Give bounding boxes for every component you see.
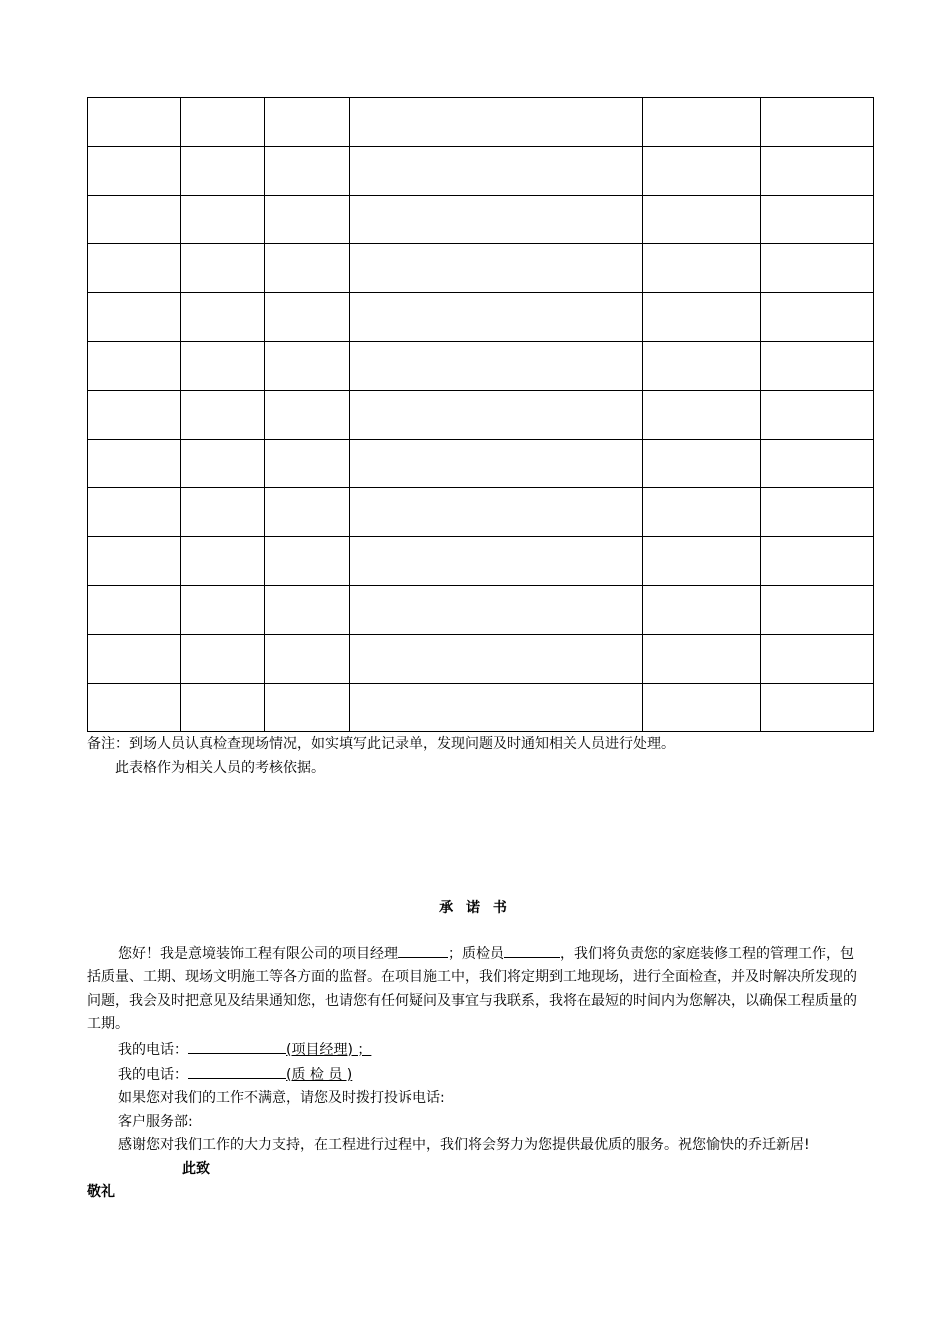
table-cell[interactable] — [761, 439, 874, 488]
table-cell[interactable] — [265, 146, 350, 195]
phone-role-inspector: (质 检 员 ) — [286, 1067, 353, 1084]
table-cell[interactable] — [181, 341, 265, 390]
manager-phone-blank[interactable] — [188, 1037, 286, 1054]
table-cell[interactable] — [761, 683, 874, 732]
table-cell[interactable] — [181, 195, 265, 244]
table-cell[interactable] — [643, 98, 761, 147]
table-cell[interactable] — [88, 293, 181, 342]
table-cell[interactable] — [88, 439, 181, 488]
phone-line-inspector — [87, 1062, 867, 1087]
remark-line: 备注：到场人员认真检查现场情况，如实填写此记录单，发现问题及时通知相关人员进行处理。 — [87, 736, 675, 752]
table-cell[interactable] — [265, 390, 350, 439]
table-cell[interactable] — [350, 293, 643, 342]
table-cell[interactable] — [265, 293, 350, 342]
table-cell[interactable] — [265, 195, 350, 244]
phone-line-manager — [87, 1037, 867, 1062]
table-cell[interactable] — [643, 390, 761, 439]
letter-paragraph-intro — [87, 941, 867, 1037]
table-cell[interactable] — [643, 293, 761, 342]
table-row — [88, 439, 874, 488]
table-cell[interactable] — [181, 585, 265, 634]
closing-regards: 敬礼 — [87, 1184, 115, 1201]
table-cell[interactable] — [88, 195, 181, 244]
table-row — [88, 390, 874, 439]
table-cell[interactable] — [761, 244, 874, 293]
table-cell[interactable] — [350, 488, 643, 537]
table-cell[interactable] — [88, 488, 181, 537]
service-line: 客户服务部: — [118, 1113, 193, 1130]
intro-text-b: ；质检员 — [448, 946, 504, 962]
table-row — [88, 488, 874, 537]
table-cell[interactable] — [181, 683, 265, 732]
table-row — [88, 146, 874, 195]
table-cell[interactable] — [761, 488, 874, 537]
phone-label-inspector: 我的电话： — [118, 1067, 188, 1084]
table-row — [88, 293, 874, 342]
table-cell[interactable] — [265, 439, 350, 488]
intro-text-c: ，我们将负责您的家庭装修工程的管理工作，包括质量、工期、现场文明施工等各方面的监督。在项目施工中，我们将定期到工地现场，进行全面检查，并及时解决所发现的问题，我会及时把意见及结果通知您，也请您有任何疑问及事宜与我联系，我将在最短的时间内为您解决，以确保工程质量的工期。 — [87, 946, 857, 1033]
table-cell[interactable] — [88, 634, 181, 683]
phone-role-manager: (项目经理) ； — [286, 1041, 372, 1058]
table-cell[interactable] — [181, 439, 265, 488]
table-cell[interactable] — [350, 341, 643, 390]
table-cell[interactable] — [181, 634, 265, 683]
table-cell[interactable] — [350, 146, 643, 195]
table-cell[interactable] — [350, 195, 643, 244]
intro-text-a: 您好！我是意境装饰工程有限公司的项目经理 — [118, 946, 398, 962]
table-cell[interactable] — [761, 390, 874, 439]
table-cell[interactable] — [88, 146, 181, 195]
table-cell[interactable] — [643, 439, 761, 488]
table-cell[interactable] — [761, 537, 874, 586]
table-cell[interactable] — [181, 146, 265, 195]
table-cell[interactable] — [265, 683, 350, 732]
table-cell[interactable] — [88, 390, 181, 439]
table-cell[interactable] — [350, 439, 643, 488]
table-cell[interactable] — [761, 195, 874, 244]
commitment-title: 承 诺 书 — [439, 900, 511, 916]
table-cell[interactable] — [181, 293, 265, 342]
table-cell[interactable] — [761, 341, 874, 390]
project-manager-blank[interactable] — [398, 941, 448, 958]
table-row — [88, 537, 874, 586]
table-cell[interactable] — [350, 244, 643, 293]
table-cell[interactable] — [643, 634, 761, 683]
table-cell[interactable] — [88, 683, 181, 732]
table-cell[interactable] — [761, 293, 874, 342]
table-cell[interactable] — [88, 98, 181, 147]
table-cell[interactable] — [350, 683, 643, 732]
table-cell[interactable] — [265, 537, 350, 586]
table-row — [88, 634, 874, 683]
table-cell[interactable] — [88, 537, 181, 586]
table-cell[interactable] — [643, 683, 761, 732]
table-cell[interactable] — [350, 634, 643, 683]
table-cell[interactable] — [643, 341, 761, 390]
thanks-paragraph: 感谢您对我们工作的大力支持，在工程进行过程中，我们将会努力为您提供最优质的服务。祝您愉快的乔迁新居! — [118, 1137, 810, 1154]
table-cell[interactable] — [643, 537, 761, 586]
table-cell[interactable] — [265, 244, 350, 293]
table-cell[interactable] — [265, 634, 350, 683]
table-cell[interactable] — [761, 634, 874, 683]
table-row — [88, 683, 874, 732]
inspector-blank[interactable] — [504, 941, 560, 958]
table-cell[interactable] — [265, 341, 350, 390]
table-cell[interactable] — [88, 585, 181, 634]
table-cell[interactable] — [761, 98, 874, 147]
table-cell[interactable] — [181, 244, 265, 293]
table-row — [88, 195, 874, 244]
table-cell[interactable] — [643, 488, 761, 537]
table-cell[interactable] — [350, 537, 643, 586]
record-table-body — [88, 98, 874, 732]
table-cell[interactable] — [265, 488, 350, 537]
table-cell[interactable] — [265, 585, 350, 634]
table-cell[interactable] — [643, 585, 761, 634]
table-cell[interactable] — [88, 341, 181, 390]
record-table — [87, 97, 874, 732]
table-cell[interactable] — [643, 195, 761, 244]
table-cell[interactable] — [265, 98, 350, 147]
table-cell[interactable] — [181, 488, 265, 537]
inspector-phone-blank[interactable] — [188, 1062, 286, 1079]
closing-salutation: 此致 — [182, 1160, 210, 1177]
table-cell[interactable] — [761, 585, 874, 634]
table-cell[interactable] — [181, 537, 265, 586]
table-cell[interactable] — [350, 585, 643, 634]
table-cell[interactable] — [350, 98, 643, 147]
table-cell[interactable] — [181, 390, 265, 439]
table-cell[interactable] — [761, 146, 874, 195]
phone-label-manager: 我的电话： — [118, 1041, 188, 1058]
table-row — [88, 244, 874, 293]
complaint-line: 如果您对我们的工作不满意，请您及时拨打投诉电话: — [118, 1090, 445, 1107]
table-cell[interactable] — [88, 244, 181, 293]
table-cell[interactable] — [181, 98, 265, 147]
table-row — [88, 341, 874, 390]
table-cell[interactable] — [643, 244, 761, 293]
commitment-letter — [87, 941, 867, 1204]
table-cell[interactable] — [643, 146, 761, 195]
table-row — [88, 585, 874, 634]
table-cell[interactable] — [350, 390, 643, 439]
remark-line-2: 此表格作为相关人员的考核依据。 — [115, 760, 325, 776]
table-row — [88, 98, 874, 147]
